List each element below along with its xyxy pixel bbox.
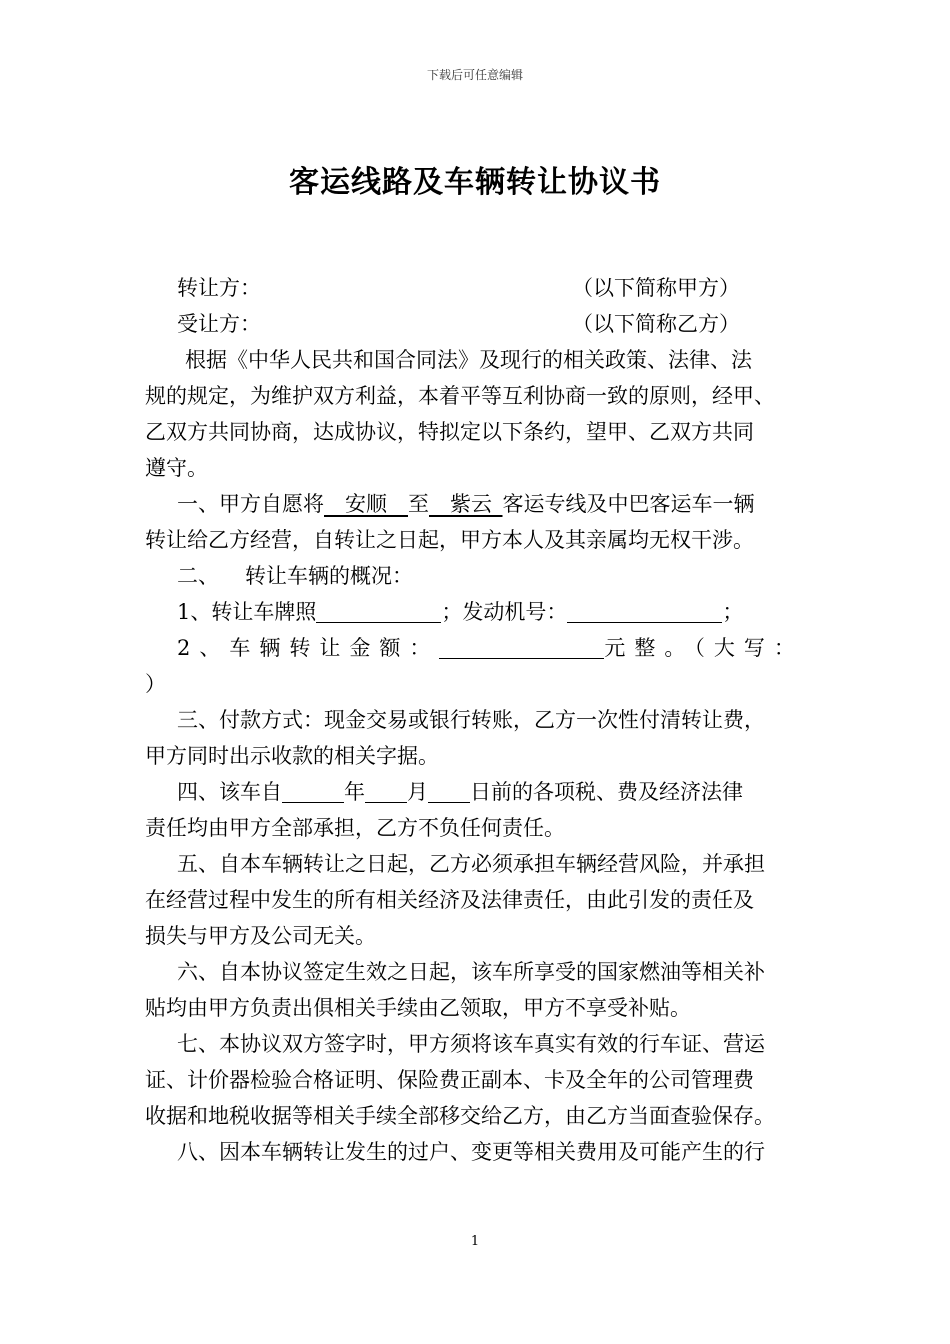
preamble-line: 乙双方共同协商，达成协议，特拟定以下条约，望甲、乙双方共同 [145, 420, 754, 444]
clause-3-line: 三、付款方式：现金交易或银行转账，乙方一次性付清转让费， [177, 708, 765, 732]
day-blank [428, 780, 470, 803]
transferee-label: 受让方： [177, 312, 261, 336]
plate-number-blank [316, 600, 441, 623]
preamble-line: 规的规定，为维护双方利益，本着平等互利协商一致的原则，经甲、 [145, 384, 775, 408]
clause-2-item-2-close: ） [145, 672, 166, 696]
clause-2-heading [145, 558, 810, 594]
amount-blank [439, 636, 604, 659]
year-blank [282, 780, 344, 803]
transferor-line [145, 270, 810, 306]
item-1-end: ； [722, 600, 744, 624]
amount-label: 2、车辆转让金额： [177, 636, 440, 660]
transferee-alias: （以下简称乙方） [572, 312, 740, 336]
clause-5-line: 五、自本车辆转让之日起，乙方必须承担车辆经营风险，并承担 [177, 852, 765, 876]
year-label: 年 [344, 780, 365, 804]
clause-4-suffix: 日前的各项税、费及经济法律 [470, 780, 743, 804]
header-note: 下载后可任意编辑 [426, 68, 523, 82]
clause-4-prefix: 四、该车自 [177, 780, 282, 804]
clause-2-item-1 [145, 594, 810, 630]
clause-3-line: 甲方同时出示收款的相关字据。 [145, 744, 439, 768]
page-number: 1 [470, 1234, 480, 1249]
preamble-line: 遵守。 [145, 456, 208, 480]
route-to: 至 [408, 492, 429, 516]
transferor-alias: （以下简称甲方） [572, 276, 740, 300]
clause-2-title: 转让车辆的概况： [245, 564, 413, 588]
clause-1-line [145, 486, 810, 522]
route-origin: 安顺 [345, 492, 387, 516]
clause-6-line: 贴均由甲方负责出俱相关手续由乙领取，甲方不享受补贴。 [145, 996, 691, 1020]
clause-1-line: 转让给乙方经营，自转让之日起，甲方本人及其亲属均无权干涉。 [145, 528, 754, 552]
engine-number-blank [567, 600, 722, 623]
clause-5-line: 损失与甲方及公司无关。 [145, 924, 376, 948]
month-blank [365, 780, 407, 803]
preamble-line: 根据《中华人民共和国合同法》及现行的相关政策、法律、法 [185, 348, 752, 372]
amount-unit: 元整。（大写： [604, 636, 804, 660]
clause-7-line: 七、本协议双方签字时，甲方须将该车真实有效的行车证、营运 [177, 1032, 765, 1056]
clause-8-line: 八、因本车辆转让发生的过户、变更等相关费用及可能产生的行 [177, 1140, 765, 1164]
clause-4-line: 责任均由甲方全部承担，乙方不负任何责任。 [145, 816, 565, 840]
transferor-label: 转让方： [177, 276, 261, 300]
engine-label: ；发动机号： [441, 600, 568, 624]
clause-4-line [145, 774, 810, 810]
transferee-line [145, 306, 810, 342]
document-title: 客运线路及车辆转让协议书 [289, 165, 661, 200]
month-label: 月 [407, 780, 428, 804]
clause-2-number: 二、 [177, 564, 219, 588]
clause-1-prefix: 一、甲方自愿将 [177, 492, 324, 516]
route-destination: 紫云 [450, 492, 492, 516]
document-body [145, 270, 810, 1170]
clause-5-line: 在经营过程中发生的所有相关经济及法律责任，由此引发的责任及 [145, 888, 754, 912]
clause-2-item-2 [145, 630, 810, 666]
clause-7-line: 收据和地税收据等相关手续全部移交给乙方，由乙方当面查验保存。 [145, 1104, 775, 1128]
clause-1-suffix: 客运专线及中巴客运车一辆 [502, 492, 755, 516]
clause-7-line: 证、计价器检验合格证明、保险费正副本、卡及全年的公司管理费 [145, 1068, 754, 1092]
clause-6-line: 六、自本协议签定生效之日起，该车所享受的国家燃油等相关补 [177, 960, 765, 984]
plate-label: 1、转让车牌照 [177, 600, 317, 624]
